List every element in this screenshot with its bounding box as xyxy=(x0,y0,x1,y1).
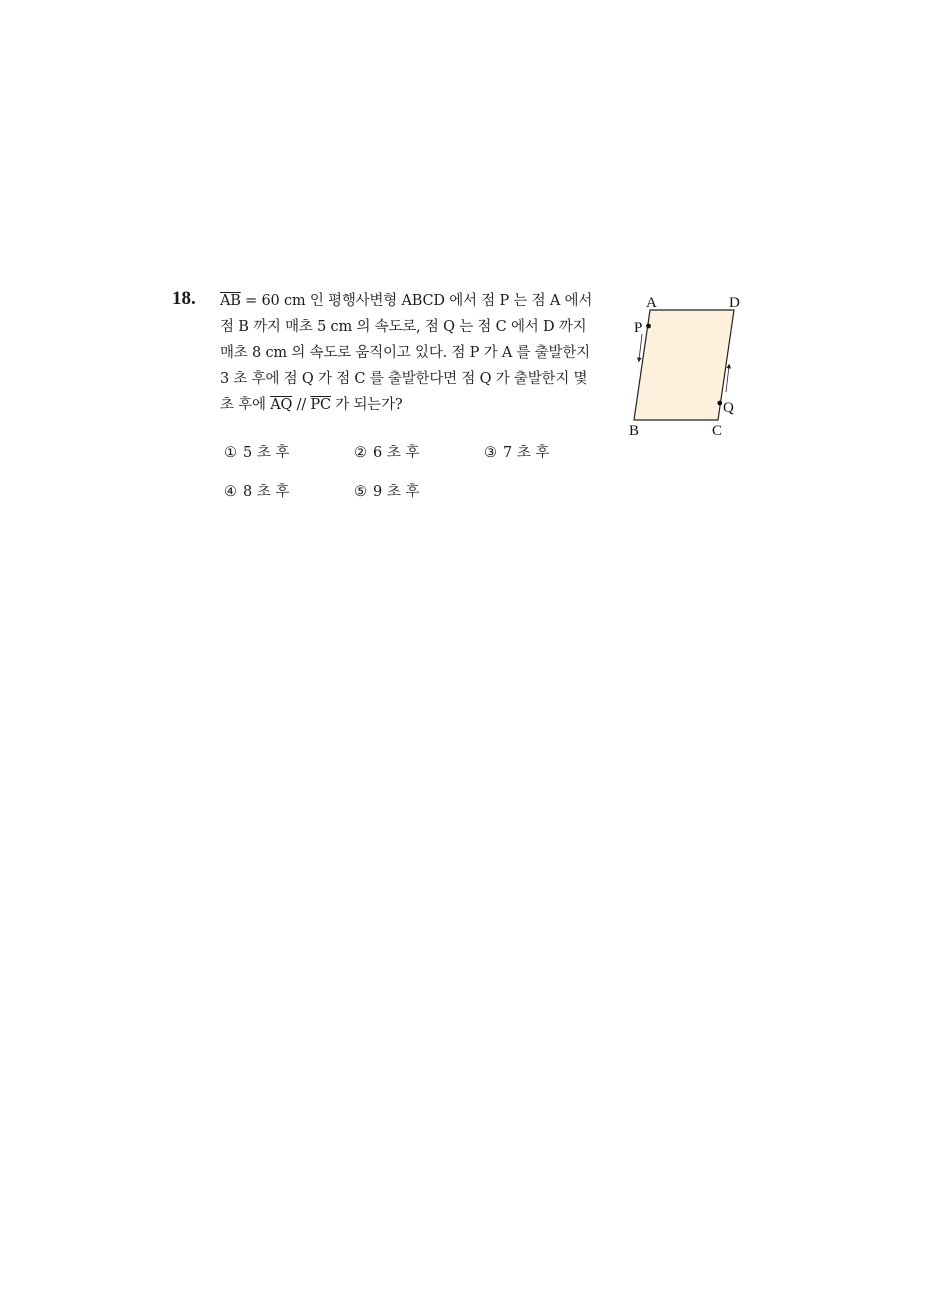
choice-4-text: 8 초 후 xyxy=(243,484,290,500)
label-b: B xyxy=(629,423,640,439)
choice-3[interactable] xyxy=(484,441,549,462)
choice-1-mark: ① xyxy=(224,445,237,461)
question-line-5-b: 가 되는가? xyxy=(330,397,403,413)
choice-3-text: 7 초 후 xyxy=(503,445,550,461)
arrow-p-down xyxy=(639,334,642,360)
choice-3-mark: ③ xyxy=(484,445,497,461)
choice-4[interactable] xyxy=(224,480,289,501)
parallelogram-svg xyxy=(620,290,760,440)
answer-choices xyxy=(224,441,624,519)
arrow-q-up xyxy=(726,366,729,392)
question-line-5-a: 초 후에 xyxy=(220,397,271,413)
question-line-5 xyxy=(220,392,620,418)
question-line-3: 매초 8 cm 의 속도로 움직이고 있다. 점 P 가 A 를 출발한지 xyxy=(220,345,590,361)
segment-aq-overline: $\overline{AQ}$ xyxy=(270,397,293,413)
segment-ab-overline: $\overline{AB}$ xyxy=(220,293,241,309)
label-c: C xyxy=(712,423,723,439)
question-number: 18. xyxy=(172,288,196,309)
parallel-symbol: // xyxy=(292,397,311,413)
choice-2[interactable] xyxy=(354,441,419,462)
parallelogram-figure xyxy=(620,290,760,444)
choice-4-mark: ④ xyxy=(224,484,237,500)
choice-2-text: 6 초 후 xyxy=(373,445,420,461)
choice-row-2 xyxy=(224,480,624,519)
question-line-4: 3 초 후에 점 Q 가 점 C 를 출발한다면 점 Q 가 출발한지 몇 xyxy=(220,371,588,387)
choice-row-1 xyxy=(224,441,624,480)
question-text xyxy=(220,288,620,418)
label-a: A xyxy=(646,295,657,311)
choice-1[interactable] xyxy=(224,441,289,462)
choice-5[interactable] xyxy=(354,480,419,501)
label-p: P xyxy=(634,320,643,336)
label-d: D xyxy=(729,295,740,311)
choice-5-mark: ⑤ xyxy=(354,484,367,500)
segment-pc-overline: $\overline{PC}$ xyxy=(310,397,331,413)
choice-1-text: 5 초 후 xyxy=(243,445,290,461)
point-q-dot xyxy=(717,401,722,406)
choice-2-mark: ② xyxy=(354,445,367,461)
question-line-1-rest: = 60 cm 인 평행사변형 ABCD 에서 점 P 는 점 A 에서 xyxy=(240,293,593,309)
label-q: Q xyxy=(723,400,734,416)
question-line-2: 점 B 까지 매초 5 cm 의 속도로, 점 Q 는 점 C 에서 D 까지 xyxy=(220,319,587,335)
choice-5-text: 9 초 후 xyxy=(373,484,420,500)
point-p-dot xyxy=(646,324,651,329)
question-line-1 xyxy=(220,288,620,314)
